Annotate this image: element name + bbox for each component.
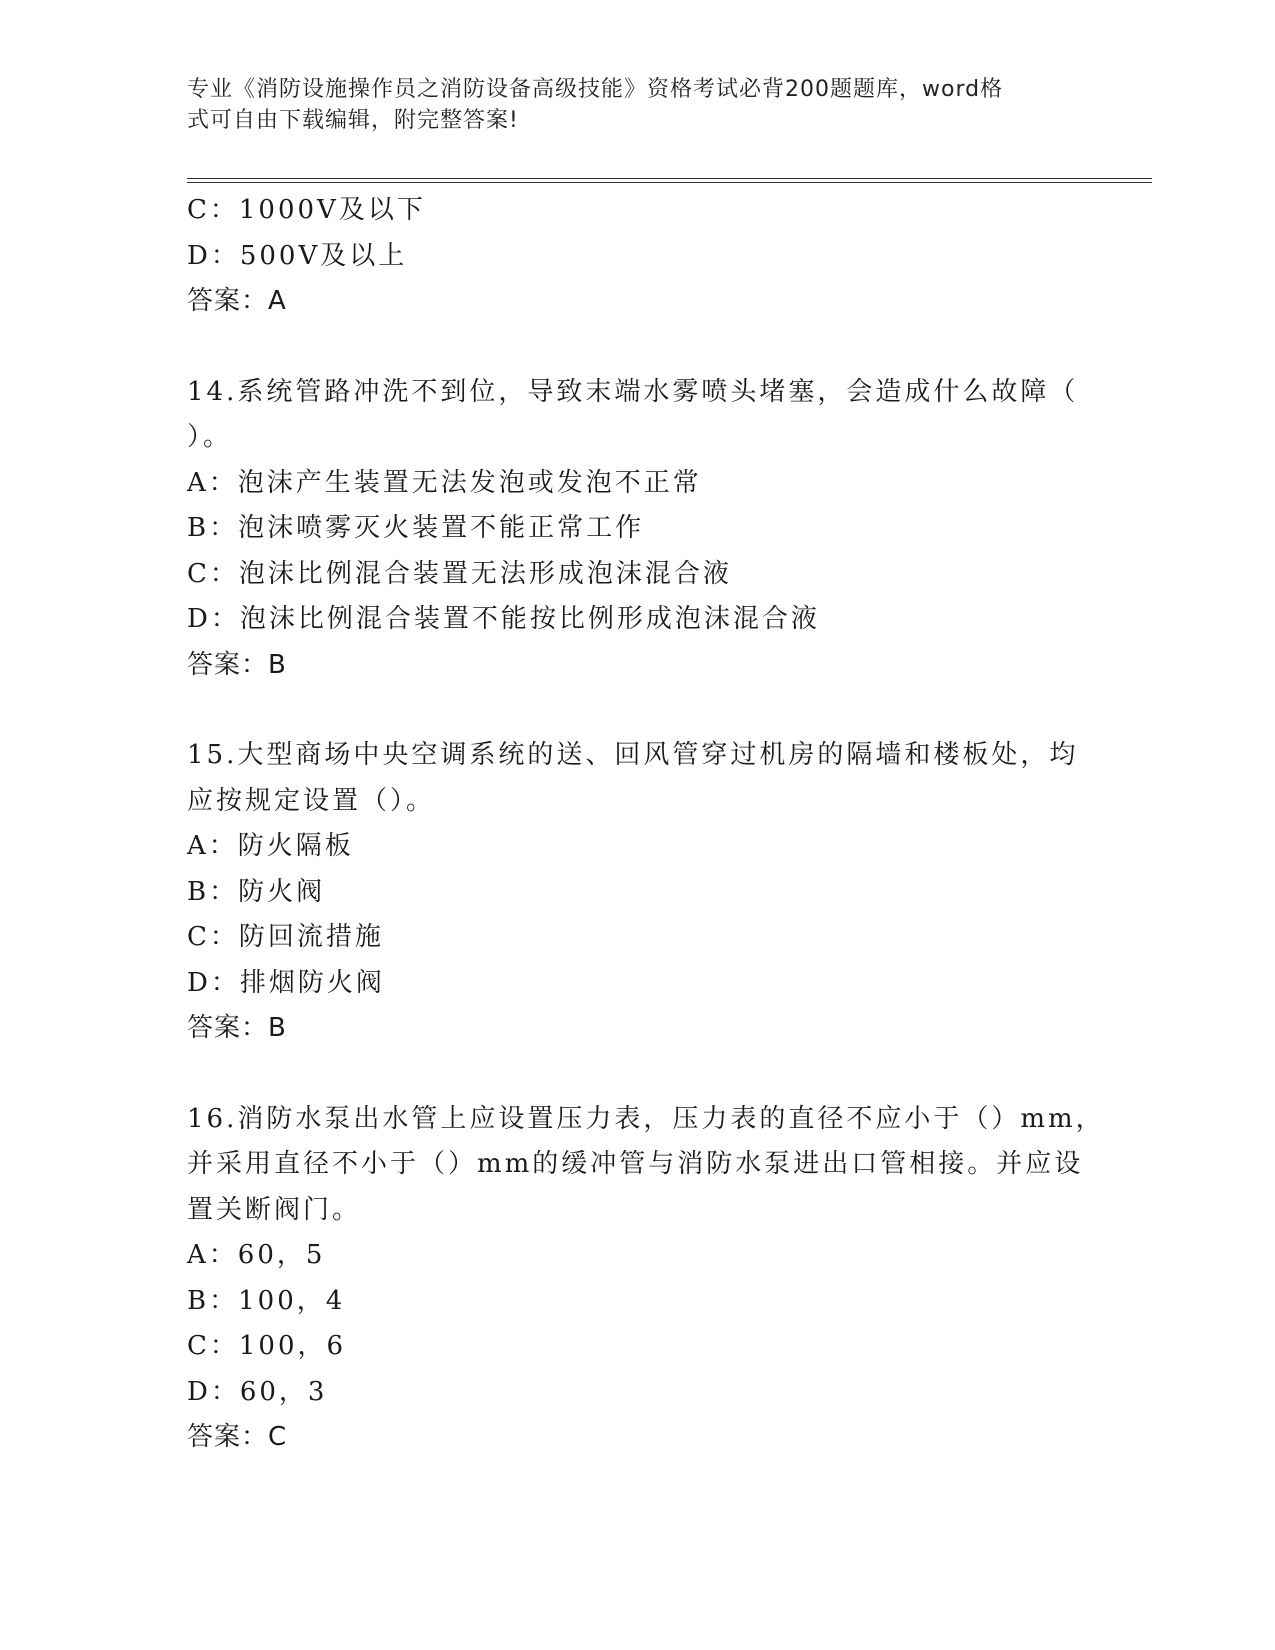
option-b: B：防火阀 xyxy=(187,876,326,907)
question-stem-line: ）。 xyxy=(187,422,233,452)
question-stem-line: 14.系统管路冲洗不到位，导致末端水雾喷头堵塞，会造成什么故障（ xyxy=(187,376,1079,407)
spacer xyxy=(187,325,1087,370)
question-stem-line: 置关断阀门。 xyxy=(187,1194,362,1225)
header-divider xyxy=(187,178,1152,183)
question-stem-line: 应按规定设置（）。 xyxy=(187,785,436,816)
spacer xyxy=(187,1052,1087,1097)
question-stem-line: 15.大型商场中央空调系统的送、回风管穿过机房的隔墙和楼板处，均 xyxy=(187,740,1079,770)
option-d: D：60，3 xyxy=(187,1376,328,1407)
question-stem-line: 16.消防水泵出水管上应设置压力表，压力表的直径不应小于（）mm， xyxy=(187,1103,1105,1134)
answer-line: 答案：C xyxy=(187,1422,288,1452)
answer-line: 答案：B xyxy=(187,649,287,680)
option-d: D：排烟防火阀 xyxy=(187,967,385,998)
question-13-continuation xyxy=(187,188,1087,325)
option-a: A：泡沫产生装置无法发泡或发泡不正常 xyxy=(187,467,702,498)
question-16 xyxy=(187,1097,1105,1461)
question-stem-line: 并采用直径不小于（）mm的缓冲管与消防水泵进出口管相接。并应设 xyxy=(187,1149,1084,1179)
option-a: A：60，5 xyxy=(187,1240,326,1270)
option-d: D：500V及以上 xyxy=(187,240,408,271)
header-line-1: 专业《消防设施操作员之消防设备高级技能》资格考试必背200题题库，word格 xyxy=(187,77,1004,102)
document-header xyxy=(187,74,1067,136)
option-b: B：泡沫喷雾灭火装置不能正常工作 xyxy=(187,513,645,543)
option-c: C：100，6 xyxy=(187,1331,347,1361)
option-c: C：1000V及以下 xyxy=(187,195,426,225)
option-c: C：泡沫比例混合装置无法形成泡沫混合液 xyxy=(187,558,732,589)
option-b: B：100，4 xyxy=(187,1285,346,1316)
header-line-2: 式可自由下载编辑，附完整答案! xyxy=(187,108,519,133)
option-a: A：防火隔板 xyxy=(187,831,354,861)
option-c: C：防回流措施 xyxy=(187,922,384,952)
question-14 xyxy=(187,370,1087,689)
answer-line: 答案：A xyxy=(187,286,287,316)
document-body xyxy=(187,188,1105,1461)
question-15 xyxy=(187,733,1087,1052)
spacer xyxy=(187,688,1087,733)
option-d: D：泡沫比例混合装置不能按比例形成泡沫混合液 xyxy=(187,604,820,634)
answer-line: 答案：B xyxy=(187,1013,287,1043)
